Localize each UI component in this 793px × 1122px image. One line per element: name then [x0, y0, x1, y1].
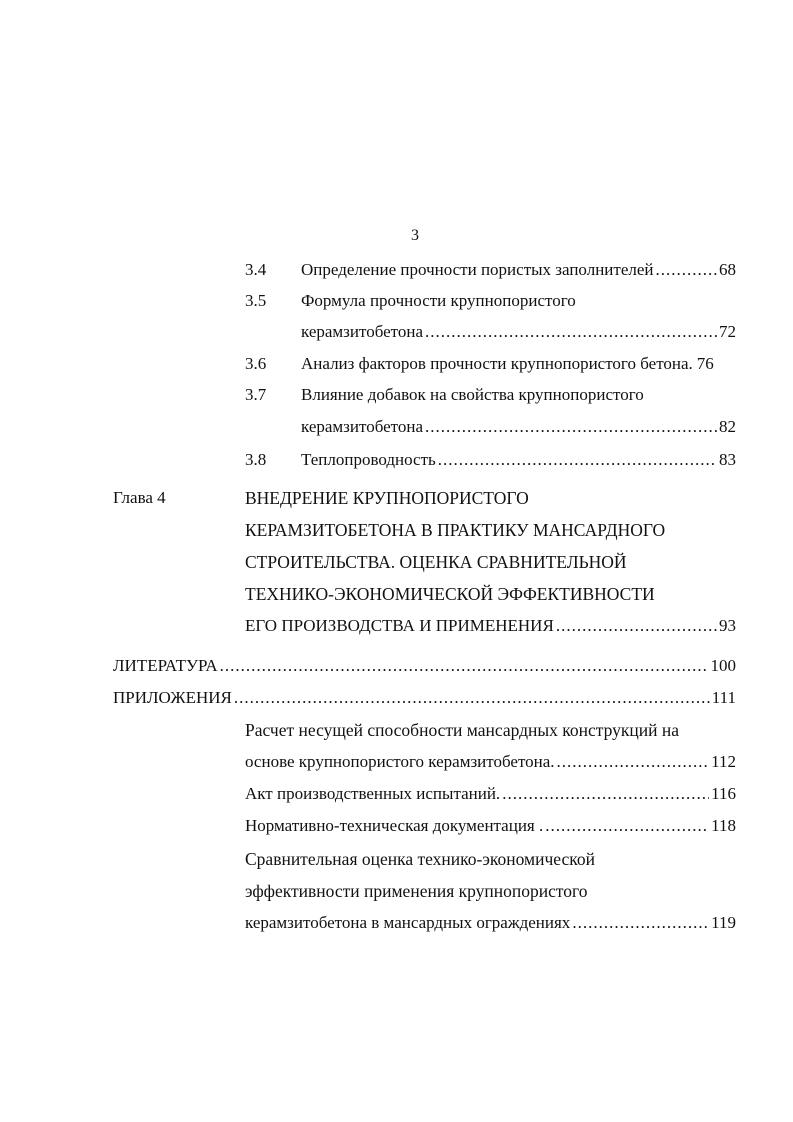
chapter-4-label: Глава 4 [113, 488, 166, 507]
toc-page: 118 [711, 816, 736, 835]
toc-entry-appendices [113, 687, 736, 709]
dot-leader [545, 815, 709, 837]
chapter-4-title-line: ТЕХНИКО-ЭКОНОМИЧЕСКОЙ ЭФФЕКТИВНОСТИ [245, 584, 655, 604]
toc-num-3-6: 3.6 [245, 354, 267, 373]
toc-num-3-8: 3.8 [245, 450, 267, 469]
dot-leader [572, 912, 709, 934]
toc-entry-3-7 [301, 416, 736, 438]
toc-num-3-7: 3.7 [245, 385, 267, 404]
dot-leader [438, 449, 717, 471]
toc-title: ПРИЛОЖЕНИЯ [113, 688, 232, 707]
toc-num-3-5: 3.5 [245, 291, 267, 310]
dot-leader [234, 687, 710, 709]
toc-title-line: Формула прочности крупнопористого [301, 291, 576, 310]
toc-title: ЛИТЕРАТУРА [113, 656, 218, 675]
toc-entry-appendix-3 [245, 815, 736, 837]
toc-page: 116 [711, 784, 736, 803]
toc-title: Теплопроводность [301, 450, 436, 469]
toc-entry-appendix-1 [245, 751, 736, 773]
toc-entry-3-6 [301, 353, 736, 375]
toc-title: керамзитобетона [301, 322, 424, 341]
toc-title: керамзитобетона в мансардных ограждениях [245, 913, 571, 932]
appendix-title-line: Расчет несущей способности мансардных конструкций на [245, 720, 680, 740]
toc-page: 93 [719, 616, 736, 635]
dot-leader [502, 783, 709, 805]
toc-page: 68 [719, 260, 736, 279]
chapter-4-title-line: ВНЕДРЕНИЕ КРУПНОПОРИСТОГО [245, 488, 529, 508]
appendix-title-line: эффективности применения крупнопористого [245, 881, 588, 901]
dot-leader [556, 615, 717, 637]
toc-title-line: Влияние добавок на свойства крупнопористого [301, 385, 644, 404]
toc-page: 111 [711, 688, 736, 707]
toc-title: Анализ факторов прочности крупнопористого бетона. [301, 354, 693, 373]
toc-entry-appendix-2 [245, 783, 736, 805]
dot-leader [557, 751, 710, 773]
toc-page: 112 [711, 752, 736, 771]
chapter-4-title-line: СТРОИТЕЛЬСТВА. ОЦЕНКА СРАВНИТЕЛЬНОЙ [245, 552, 627, 572]
appendix-title-line: Сравнительная оценка технико-экономической [245, 849, 595, 869]
dot-leader [220, 655, 709, 677]
toc-entry-3-4 [301, 259, 736, 281]
toc-title: Нормативно-техническая документация . [245, 816, 544, 835]
dot-leader [425, 321, 717, 343]
toc-title: ЕГО ПРОИЗВОДСТВА И ПРИМЕНЕНИЯ [245, 616, 554, 635]
toc-page: 83 [719, 450, 736, 469]
chapter-4-title-line: КЕРАМЗИТОБЕТОНА В ПРАКТИКУ МАНСАРДНОГО [245, 520, 666, 540]
toc-entry-literature [113, 655, 736, 677]
toc-entry-3-8 [301, 449, 736, 471]
toc-entry-chapter-4 [245, 615, 736, 637]
toc-page: 82 [719, 417, 736, 436]
dot-leader [656, 259, 718, 281]
toc-title: Определение прочности пористых заполнителей [301, 260, 654, 279]
dot-leader [425, 416, 717, 438]
toc-title: Акт производственных испытаний. [245, 784, 501, 803]
toc-num-3-4: 3.4 [245, 260, 267, 279]
toc-page: 76 [696, 354, 714, 373]
toc-entry-3-5 [301, 321, 736, 343]
toc-entry-appendix-4 [245, 912, 736, 934]
toc-page: 72 [719, 322, 736, 341]
toc-page: 100 [710, 656, 736, 675]
toc-title: основе крупнопористого керамзитобетона. [245, 752, 555, 771]
toc-title: керамзитобетона [301, 417, 424, 436]
toc-page: 119 [711, 913, 736, 932]
page-number: 3 [411, 227, 419, 244]
